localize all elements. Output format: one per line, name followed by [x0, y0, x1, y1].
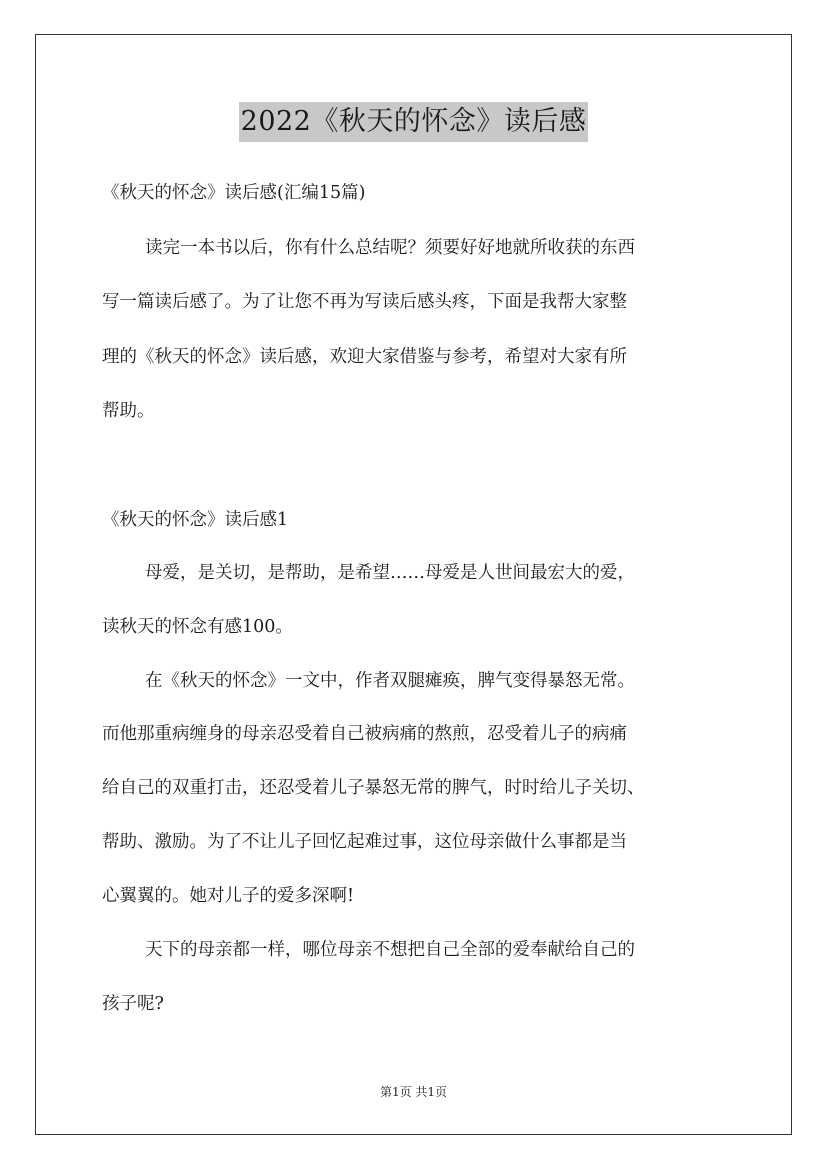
- body-line-6: 帮助、激励。为了不让儿子回忆起难过事，这位母亲做什么事都是当: [102, 832, 627, 852]
- document-subtitle: 《秋天的怀念》读后感(汇编15篇): [102, 183, 366, 203]
- intro-line-1: 读完一本书以后，你有什么总结呢？须要好好地就所收获的东西: [145, 238, 635, 258]
- title-container: [0, 102, 827, 142]
- body-line-9: 孩子呢?: [102, 994, 164, 1014]
- body-line-7: 心翼翼的。她对儿子的爱多深啊!: [102, 886, 355, 906]
- intro-line-4: 帮助。: [102, 401, 155, 421]
- body-line-4: 而他那重病缠身的母亲忍受着自己被病痛的熬煎，忍受着儿子的病痛: [102, 724, 627, 744]
- intro-line-3: 理的《秋天的怀念》读后感，欢迎大家借鉴与参考，希望对大家有所: [102, 347, 627, 367]
- document-title: 2022《秋天的怀念》读后感: [239, 102, 589, 142]
- body-line-3: 在《秋天的怀念》一文中，作者双腿瘫痪，脾气变得暴怒无常。: [145, 671, 635, 691]
- page-number: 第1页 共1页: [379, 1085, 448, 1099]
- body-line-2: 读秋天的怀念有感100。: [102, 617, 293, 637]
- body-line-5: 给自己的双重打击，还忍受着儿子暴怒无常的脾气，时时给儿子关切、: [102, 778, 645, 798]
- body-line-8: 天下的母亲都一样，哪位母亲不想把自己全部的爱奉献给自己的: [145, 940, 635, 960]
- body-line-1: 母爱，是关切，是帮助，是希望……母爱是人世间最宏大的爱，: [145, 563, 635, 583]
- section-heading: 《秋天的怀念》读后感1: [102, 510, 289, 530]
- intro-line-2: 写一篇读后感了。为了让您不再为写读后感头疼，下面是我帮大家整: [102, 292, 627, 312]
